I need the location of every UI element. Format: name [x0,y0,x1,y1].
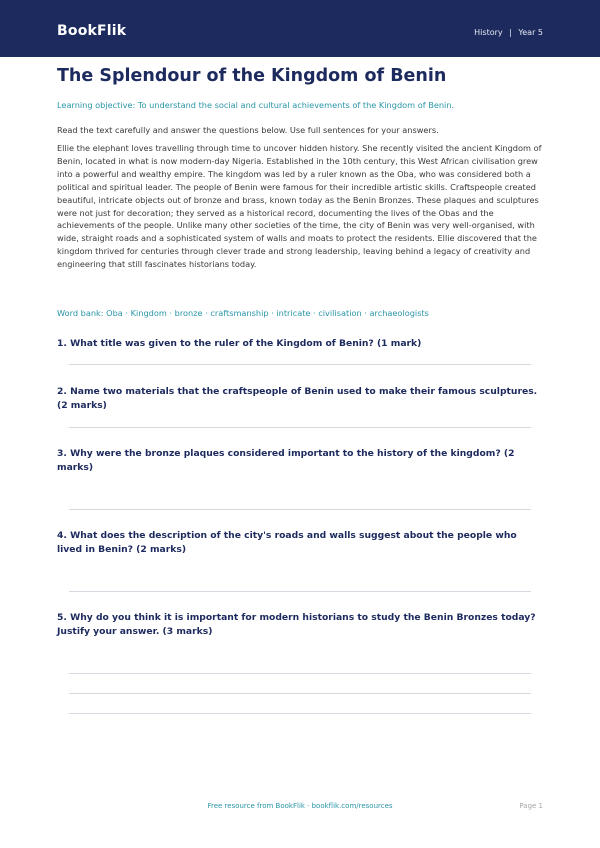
brand-logo[interactable]: BookFlik [57,23,127,39]
reading-passage: Ellie the elephant loves travelling through time to uncover hidden history. She recently visited the ancient Kingdom of Benin, located in what is now modern-day Nigeria. Established in the 10th century, this West African civilisation grew into a powerful and wealthy empire. The kingdom was led by a ruler known as the Oba, who was considered both a political and spiritual leader. The people of Benin were famous for their incredible artistic skills. Craftspeople created beautiful, intricate objects out of bronze and brass, known today as the Benin Bronzes. These plaques and sculptures were not just for decoration; they served as a historical record, documenting the lives of the Obas and the achievements of the people. Unlike many other societies of the time, the city of Benin was very well-organised, with wide, straight roads and a sophisticated system of walls and moats to protect the residents. Ellie discovered that the kingdom thrived for centuries through clever trade and strong leadership, leaving behind a legacy of creativity and engineering that still fascinates historians today. [57,143,542,270]
meta-separator: | [509,28,512,37]
instructions: Read the text carefully and answer the questions below. Use full sentences for your answers. [57,125,439,135]
question-2: 2. Name two materials that the craftspeople of Benin used to make their famous sculptures. (2 marks) [57,386,538,411]
answer-line[interactable] [69,591,531,592]
page-title: The Splendour of the Kingdom of Benin [57,66,447,86]
header-meta [474,28,543,37]
answer-line[interactable] [69,427,531,428]
answer-line[interactable] [69,693,531,694]
subject-label: History [474,28,503,37]
word-bank: Word bank: Oba · Kingdom · bronze · craftsmanship · intricate · civilisation · archaeologists [57,308,429,318]
answer-line[interactable] [69,364,531,365]
question-1: 1. What title was given to the ruler of the Kingdom of Benin? (1 mark) [57,338,422,349]
question-4: 4. What does the description of the city's roads and walls suggest about the people who lived in Benin? (2 marks) [57,530,517,555]
answer-line[interactable] [69,673,531,674]
page-header [0,0,600,57]
answer-line[interactable] [69,509,531,510]
page-number: Page 1 [519,802,543,810]
question-5: 5. Why do you think it is important for modern historians to study the Benin Bronzes today? Justify your answer. (3 marks) [57,612,536,637]
footer-resource-link[interactable]: Free resource from BookFlik · bookflik.com/resources [207,802,393,810]
question-3: 3. Why were the bronze plaques considered important to the history of the kingdom? (2 marks) [57,448,515,473]
learning-objective: Learning objective: To understand the social and cultural achievements of the Kingdom of Benin. [57,100,455,110]
answer-line[interactable] [69,713,531,714]
year-label: Year 5 [518,28,543,37]
